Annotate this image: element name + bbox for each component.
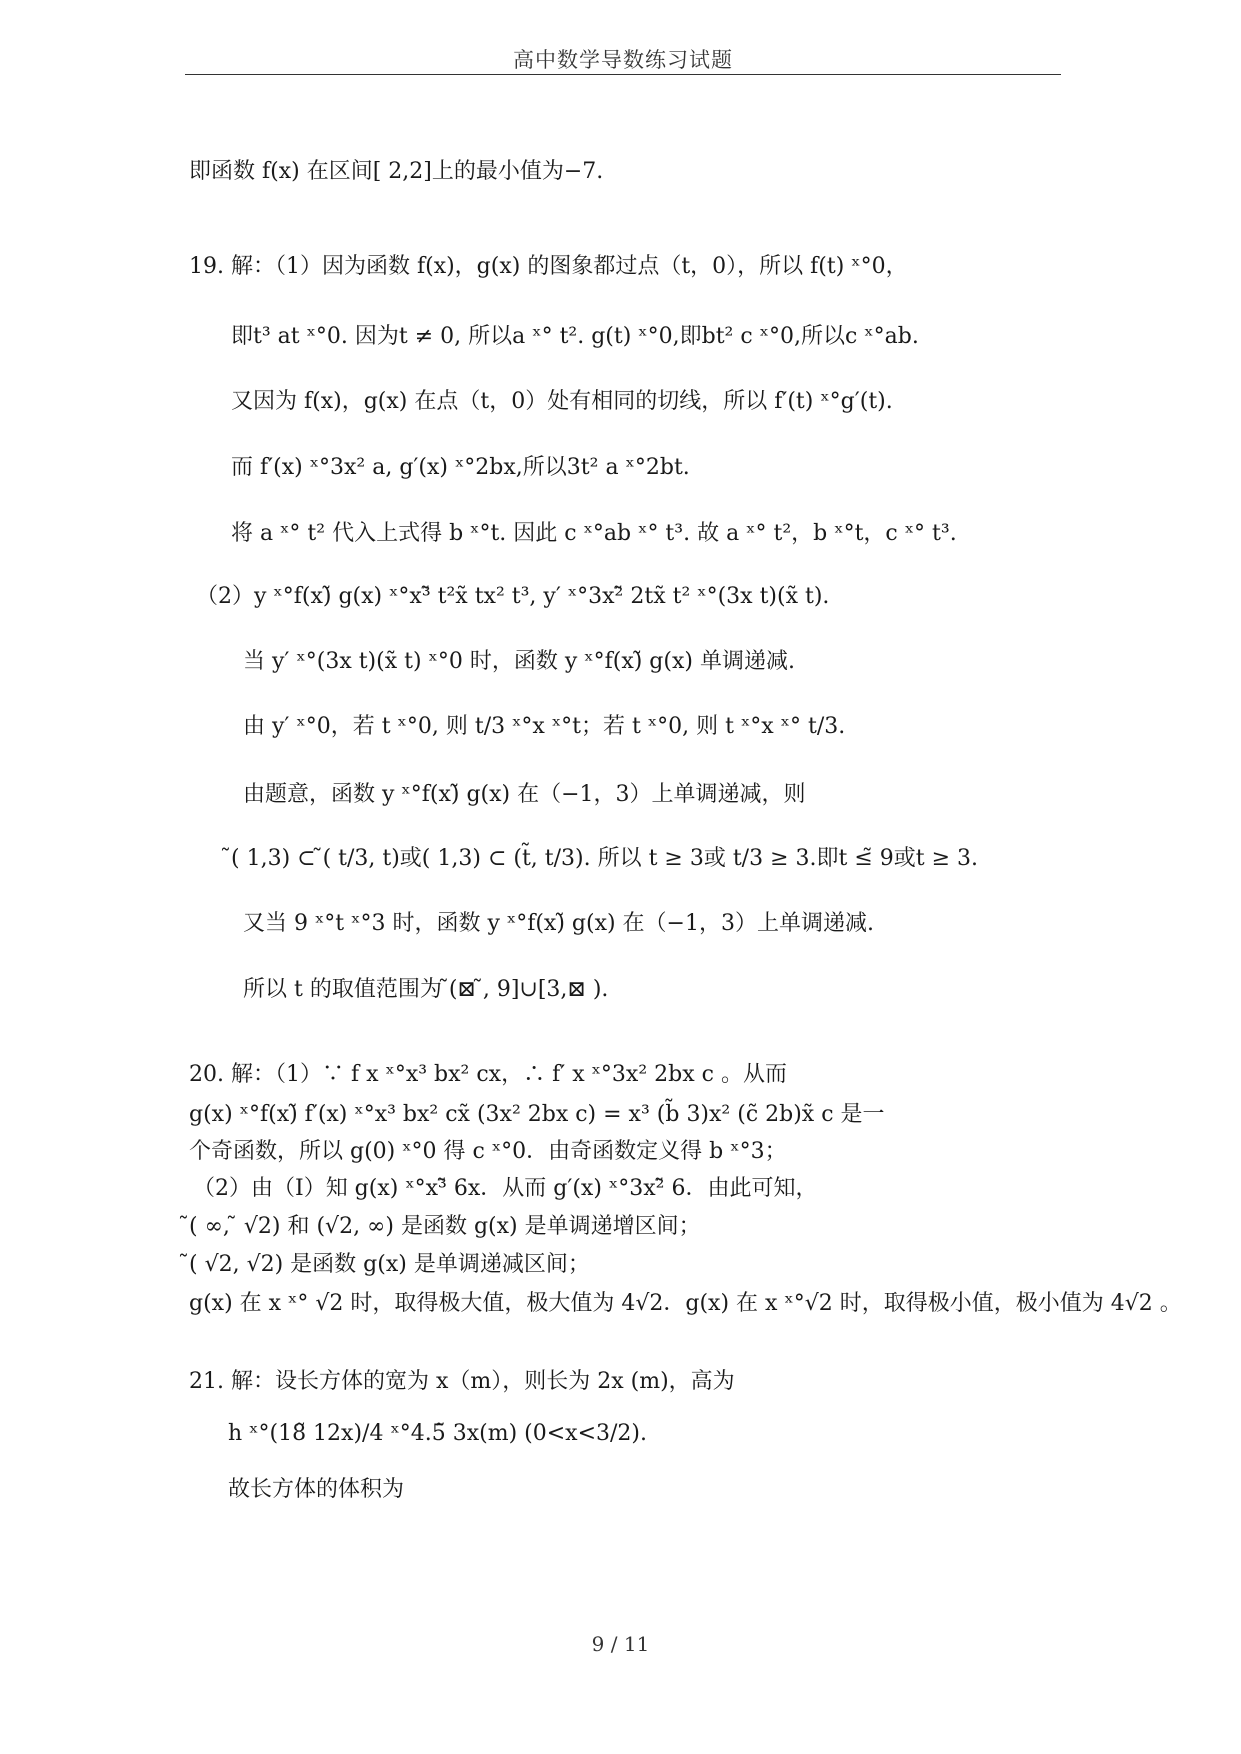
- solution-line: （2）y ˣ°f(x)̃ g(x) ˣ°x³̃ t²x̃ tx² t³, y′ ˣ°3x²̃ 2tx̃ t² ˣ°(3x t)(x̃ t).: [196, 584, 830, 609]
- solution-line: 即函数 f(x) 在区间[ 2,2]上的最小值为−7.: [189, 159, 604, 184]
- page-header-title: 高中数学导数练习试题: [513, 48, 733, 72]
- solution-line: 又当 9 ˣ°t ˣ°3 时，函数 y ˣ°f(x)̃ g(x) 在（−1，3）上单调递减.: [243, 911, 874, 936]
- solution-line: 将 a ˣ° t² 代入上式得 b ˣ°t. 因此 c ˣ°ab ˣ° t³. 故 a ˣ° t²，b ˣ°t，c ˣ° t³.: [231, 521, 957, 546]
- solution-line: 由题意，函数 y ˣ°f(x)̃ g(x) 在（−1，3）上单调递减，则: [243, 782, 806, 807]
- solution-line: 个奇函数，所以 g(0) ˣ°0 得 c ˣ°0．由奇函数定义得 b ˣ°3；: [189, 1139, 787, 1164]
- solution-line: 而 f′(x) ˣ°3x² a, g′(x) ˣ°2bx,所以3t² a ˣ°2bt.: [231, 455, 690, 480]
- header-divider: [185, 74, 1061, 75]
- solution-line: 故长方体的体积为: [228, 1477, 405, 1502]
- solution-line: 当 y′ ˣ°(3x t)(x̃ t) ˣ°0 时，函数 y ˣ°f(x)̃ g(x) 单调递减.: [243, 649, 795, 674]
- solution-line: ̃( √2, √2) 是函数 g(x) 是单调递减区间；: [189, 1252, 590, 1277]
- solution-line: ̃( ∞, ̃ √2) 和 (√2, ∞) 是函数 g(x) 是单调递增区间；: [189, 1214, 701, 1239]
- solution-line: 21. 解：设长方体的宽为 x（m），则长为 2x (m)，高为: [189, 1369, 735, 1394]
- solution-line: 20. 解：（1）∵ f x ˣ°x³ bx² cx，∴ f′ x ˣ°3x² 2bx c 。从而: [189, 1062, 787, 1087]
- page-number: 9 / 11: [591, 1632, 650, 1656]
- solution-line: （2）由（Ⅰ）知 g(x) ˣ°x³̃ 6x．从而 g′(x) ˣ°3x²̃ 6．由此可知，: [193, 1176, 818, 1201]
- solution-line: 由 y′ ˣ°0，若 t ˣ°0, 则 t/3 ˣ°x ˣ°t；若 t ˣ°0, 则 t ˣ°x ˣ° t/3.: [243, 714, 846, 739]
- solution-line: g(x) 在 x ˣ° √2 时，取得极大值，极大值为 4√2．g(x) 在 x ˣ°√2 时，取得极小值，极小值为 4√2 。: [189, 1291, 1182, 1316]
- solution-line: h ˣ°(18̃ 12x)/4 ˣ°4.5̃ 3x(m) (0<x<3/2).: [228, 1421, 648, 1446]
- solution-line: ̃( 1,3) ⊂ ̃( t/3, t)或( 1,3) ⊂ (t̃, t/3). 所以 t ≥ 3或 t/3 ≥ 3.即t ≤̃ 9或t ≥ 3.: [231, 846, 979, 871]
- solution-line: 所以 t 的取值范围为 ̃(⊠ ̃, 9]∪[3,⊠ ).: [243, 977, 609, 1002]
- solution-line: 19. 解：（1）因为函数 f(x)，g(x) 的图象都过点（t，0），所以 f(t) ˣ°0，: [189, 254, 908, 279]
- solution-line: 又因为 f(x)，g(x) 在点（t，0）处有相同的切线，所以 f′(t) ˣ°g′(t).: [231, 389, 893, 414]
- solution-line: 即t³ at ˣ°0. 因为t ≠ 0, 所以a ˣ° t². g(t) ˣ°0,即bt² c ˣ°0,所以c ˣ°ab.: [231, 324, 919, 349]
- solution-line: g(x) ˣ°f(x)̃ f′(x) ˣ°x³ bx² cx̃ (3x² 2bx c) = x³ (b̃ 3)x² (c̃ 2b)x̃ c 是一: [189, 1102, 885, 1127]
